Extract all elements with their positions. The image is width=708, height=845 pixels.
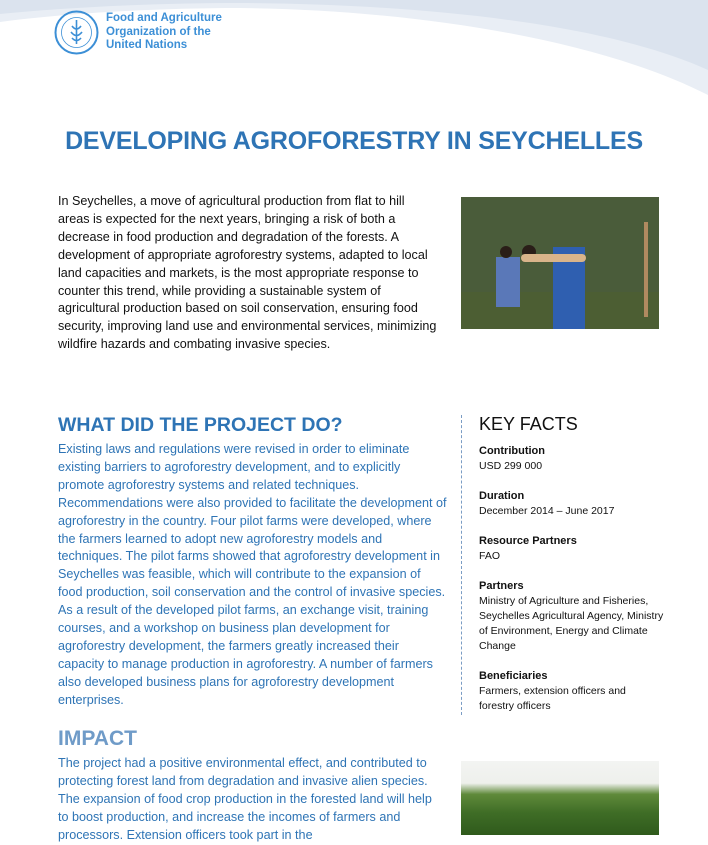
key-facts-divider xyxy=(461,415,462,715)
fao-logo xyxy=(54,10,222,55)
intro-paragraph: In Seychelles, a move of agricultural production from flat to hill areas is expected for the next years, bringing a risk of both a decrease in food production and degradation of the forests. A development of appropriate agroforestry systems, adapted to local land capacities and markets, is the most appropriate response to counter this trend, while providing a sustainable system of agricultural production based on soil conservation, ensuring food security, improving land use and environmental services, minimizing wildfire hazards and combating invasive species. xyxy=(58,194,437,352)
page-title: DEVELOPING AGROFORESTRY IN SEYCHELLES xyxy=(65,127,643,155)
section-heading-project: WHAT DID THE PROJECT DO? xyxy=(58,414,343,436)
fact-label: Resource Partners xyxy=(479,535,577,547)
farmers-carrying-log-photo xyxy=(461,197,659,329)
fao-emblem-icon xyxy=(54,10,99,55)
fact-value: Farmers, extension officers and forestry officers xyxy=(479,685,626,712)
fact-value: Ministry of Agriculture and Fisheries, Seychelles Agricultural Agency, Ministry of Environment, Energy and Climate Change xyxy=(479,595,664,652)
org-name xyxy=(106,12,222,53)
project-description: Existing laws and regulations were revised in order to eliminate existing barriers to agroforestry development, and to explicitly promote agroforestry systems and related techniques. Recommendations were also provided to facilitate the development of agroforestry in the country. Four pilot farms were developed, where the farmers learned to adopt new agroforestry models and techniques. The pilot farms showed that agroforestry development in Seychelles was feasible, which will contribute to the expansion of food production, soil conservation and the control of invasive species. As a result of the developed pilot farms, an exchange visit, training courses, and a workshop on business plan development for agroforestry development, the farmers greatly increased their capacity to manage production in agroforestry. A number of farmers also developed business plans for agroforestry development enterprises. xyxy=(58,442,447,707)
fact-value: FAO xyxy=(479,550,501,562)
key-facts-panel xyxy=(479,414,708,729)
section-heading-impact: IMPACT xyxy=(58,727,137,750)
fact-label: Contribution xyxy=(479,445,545,457)
forested-hills-photo xyxy=(461,761,659,835)
fact-label: Duration xyxy=(479,490,525,502)
fact-label: Partners xyxy=(479,580,524,592)
org-name-line: Food and Agriculture xyxy=(106,12,222,25)
fact-label: Beneficiaries xyxy=(479,670,548,682)
fact-value: USD 299 000 xyxy=(479,460,543,472)
fact-value: December 2014 – June 2017 xyxy=(479,505,615,517)
org-name-line: Organization of the xyxy=(106,25,211,38)
key-facts-heading: KEY FACTS xyxy=(479,414,578,434)
impact-description: The project had a positive environmental effect, and contributed to protecting forest land from degradation and invasive alien species. The expansion of food crop production in the forested land will help to boost production, and increase the incomes of farmers and processors. Extension officers took part in the xyxy=(58,756,432,842)
org-name-line: United Nations xyxy=(106,39,188,52)
